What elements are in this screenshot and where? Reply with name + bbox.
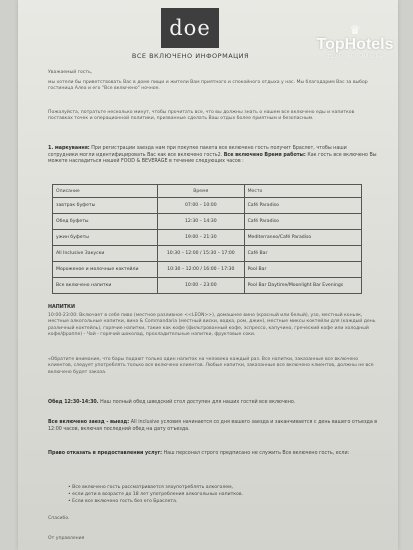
greeting: Уважаемый гость, [48,70,93,75]
section-1-body: При регистрации заезда нам при покупке пакета все включено гость получит Браслет, чтобы наши сотрудники могли идентифицировать Вас как все включено гость2. [48,146,347,158]
intro-paragraph-1: мы хотели бы приветствовать Вас в доме пищи и жители Вам приятного и спокойного отдыха у нас. Мы благодарим Вас за выбор гостиница Алеа и его "Все включено" ночное. [48,80,368,92]
cell-time: 10:00 – 23:00 [158,278,245,294]
arrival-body: All inclusive условия начинается со дня вашего заезда и заканчивается с день вашего отъезда в 12:00 часов, включая последний обед на дату отъезда. [48,420,378,432]
section-1 [48,146,378,166]
logo-text: doe [169,16,211,40]
hotel-logo [161,8,219,48]
arrival-section [48,420,378,433]
list-item: • если дети в возрасте до 18 лет употребления алкогольных напитков. [68,491,368,498]
arrival-label: Все включено заезд - выезд: [48,420,130,425]
drinks-section [48,305,378,312]
refusal-body: Наш персонал строго предписано не служить Все включено гость, если: [163,451,350,456]
watermark-main-text: TopHotels [316,36,394,53]
cell-description: Мороженое и молочные коктейли [53,262,158,278]
cell-time: 10:30 – 12:00 / 15:30 – 17:00 [158,246,245,262]
section-1-title: 1. маркування: [48,146,90,151]
lunch-label: Обед 12:30-14:30. [48,400,99,405]
drinks-body: 10:00-23:00: Включает в себя пиво (местное разливное <<LEON>>), домашнее вино (красный или белый), узо, местный коньяк, местные алкогольные напитки, вина & Commandaria (местный виски, водка, ром, джин), местные миксы коктейли для (каждый день различный коктейль), горячие напитки, такие как кофе (фильтрованный кофе, эспрессо, капучино, греческий кофе или холодный кофе/фраппе) - Чай - горячий шоколад, прохладительные напитки, фруктовые соки. [48,313,376,338]
tophotels-watermark [300,24,410,84]
cell-place: Café Paradiso [244,214,361,230]
table-row [53,246,362,262]
table-row [53,262,362,278]
schedule-table [52,184,362,294]
intro-paragraph-2: Пожалуйста, потратьте несколько минут, чтобы прочитать все, что вы должны знать о нашем все включено еды и напитков поставках точек и операционной политики, призванные сделать Ваш отдых более приятным и безопасным. [48,110,355,122]
cell-place: Mediterraneo/Café Paradiso [244,230,361,246]
section-1-rest: Как гость все включено Вы можете насладиться нашей FOOD & BEVERAGE в течение следующих часов : [48,152,377,165]
cell-time: 10:30 – 12:00 / 16:00 - 17:30 [158,262,245,278]
signoff-text: От управления [48,536,85,541]
cell-place: Café Paradiso [244,198,361,214]
cell-place: Pool Bar Daytime/Moonlight Bar Evenings [244,278,361,294]
drinks-note: «Обратите внимание, что бары подают только один напиток на человека каждый раз. Все напитки, заказанные все включено клиентов, следует употреблять только все включено клиентов. Любые напитки, заказанные все включено клиентов, должны не все включено будет заказа. [48,357,374,375]
refusal-label: Право отказать в предоставлении услуг: [48,451,163,456]
header-description: Описание [53,185,158,198]
cell-description: Все включено напитки [53,278,158,294]
cell-description: All Inclusive Закуски [53,246,158,262]
cell-description: завтрак буфеты [53,198,158,214]
cell-time: 12:30 – 14:30 [158,214,245,230]
thanks-text: Спасибо. [48,516,70,521]
table-row [53,198,362,214]
table-row [53,230,362,246]
section-1-hours-label: Все включено Время работы: [223,152,306,158]
list-item: • Если все включено гость без его Браслета. [68,498,368,505]
table-row [53,278,362,294]
lunch-section [48,400,378,407]
watermark-sub-text: ФОТО ТУРИСТА [326,53,384,60]
cell-time: 19:00 – 21:30 [158,230,245,246]
lunch-body: Наш полный обед шведский стол доступен для наших гостей все включено. [100,400,296,405]
refusal-list [68,484,368,505]
cell-description: Обед буфеты [53,214,158,230]
cell-place: Café Bar [244,246,361,262]
refusal-section [48,451,378,458]
table-header-row [53,185,362,198]
cell-time: 07:00 – 10:00 [158,198,245,214]
crown-icon: ♛ [349,23,361,37]
table-row [53,214,362,230]
list-item: • Все включено гость рассматривается злоупотреблять алкоголем, [68,484,368,491]
drinks-title: НАПИТКИ [48,305,75,310]
header-time: Время [158,185,245,198]
header-place: Место [244,185,361,198]
cell-place: Pool Bar [244,262,361,278]
document-title: ВСЕ ВКЛЮЧЕНО ИНФОРМАЦИЯ [131,52,250,60]
cell-description: ужин буфеты [53,230,158,246]
